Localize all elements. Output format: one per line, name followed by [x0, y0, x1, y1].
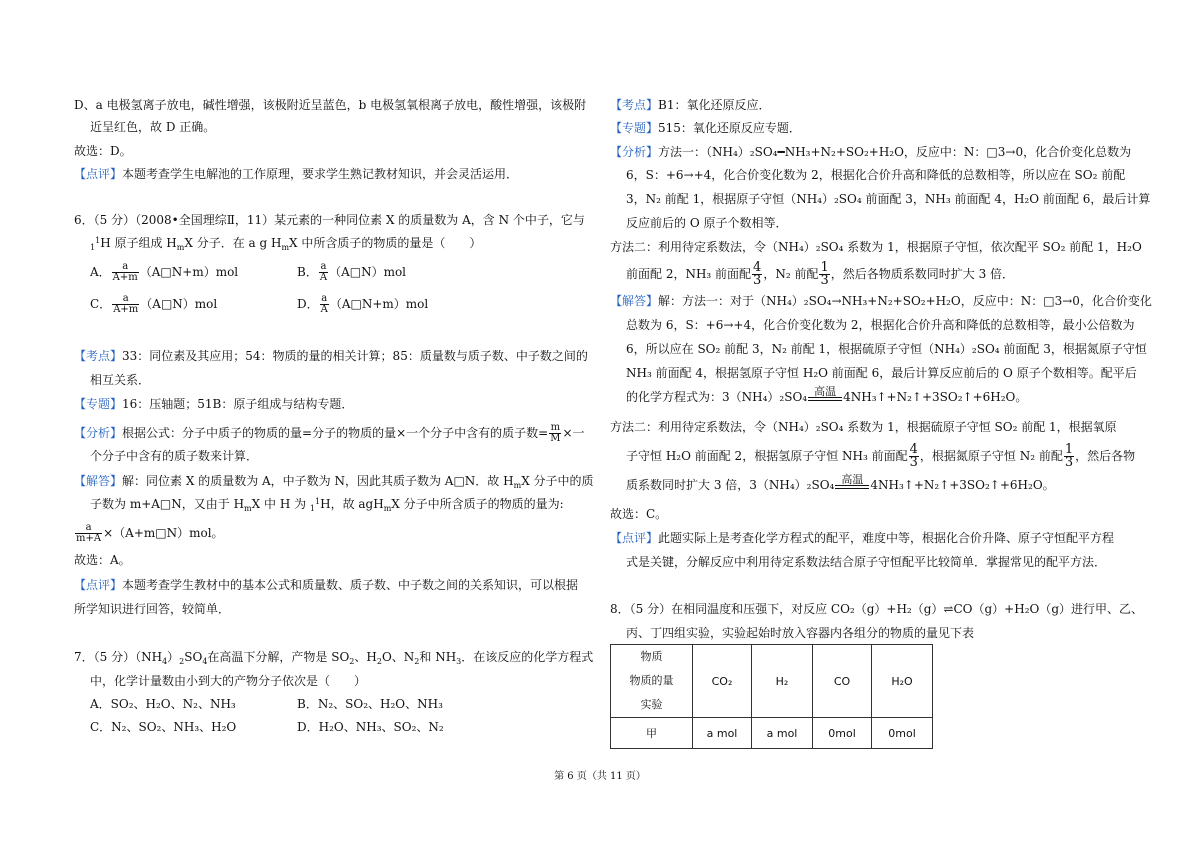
text: 前面配 2，NH₃ 前面配	[626, 267, 752, 281]
text: ，然后各物	[1075, 449, 1136, 463]
q5-option-d-line2: 近呈红色，故 D 正确。	[90, 120, 216, 134]
text: X 分子．在 a g H	[184, 236, 282, 250]
denominator: A+m	[113, 304, 139, 315]
q7-review-line1	[610, 531, 1114, 545]
text: 、H	[354, 650, 377, 664]
condition-text: 高温	[841, 472, 864, 486]
q6-option-c[interactable]	[90, 294, 217, 315]
q7-method2b-line1: 方法二：利用待定系数法，令（NH₄）₂SO₄ 系数为 1，根据硫原子守恒 SO₂ 前配 1，根据氧原	[610, 420, 1117, 434]
denominator: 3	[909, 455, 918, 470]
q7-method2-line2	[626, 262, 1014, 287]
fraction	[319, 262, 328, 283]
denominator: A	[320, 304, 328, 315]
text: X 中所含质子的物质的量是（ ）	[289, 236, 482, 250]
option-text: （A□N）mol	[329, 265, 407, 279]
q7-fenxi-line2: 6，S：+6→+4，化合价变化数为 2，根据化合价升高和降低的总数相等，所以应在 SO₂ 前配	[626, 168, 1126, 182]
q6-answer: 故选：A。	[74, 553, 131, 567]
subscript: 1	[309, 504, 316, 513]
superscript: 1	[315, 497, 321, 506]
subscript: m	[244, 504, 252, 513]
jieda-tag: 【解答】	[610, 294, 659, 308]
experiment-table	[610, 644, 933, 749]
subscript: m	[176, 243, 185, 252]
q8-stem-line2: 丙、丁四组实验，实验起始时放入容器内各组分的物质的量见下表	[626, 626, 975, 640]
q7-option-d[interactable]: D．H₂O、NH₃、SO₂、N₂	[297, 720, 444, 734]
q6-option-a[interactable]	[90, 262, 238, 283]
fraction	[112, 262, 139, 283]
text: ，根据氮原子守恒 N₂ 前配	[919, 449, 1063, 463]
q7-jieda-line5	[626, 384, 1028, 405]
header-text: 实验	[640, 698, 663, 711]
q5-answer: 故选：D。	[74, 144, 132, 158]
jieda-tag: 【解答】	[74, 474, 123, 488]
text: 4NH₃↑+N₂↑+3SO₂↑+6H₂O。	[870, 478, 1055, 492]
kaodian-tag: 【考点】	[610, 98, 659, 112]
option-label: D．	[297, 297, 319, 311]
text: 方法一：（NH₄）₂SO₄━NH₃+N₂+SO₂+H₂O，反应中：N：□3→0，化合价变化总数为	[658, 145, 1132, 159]
q7-method2b-line3	[626, 472, 1055, 493]
column-header: H₂O	[872, 645, 933, 718]
text: H，故 agH	[320, 497, 384, 511]
option-label: C．	[90, 297, 112, 311]
text: ）	[167, 650, 180, 664]
option-text: （A□N+m）mol	[139, 265, 239, 279]
table-cell: a mol	[752, 718, 813, 749]
q7-option-b[interactable]: B．N₂、SO₂、H₂O、NH₃	[297, 697, 443, 711]
q5-review	[74, 167, 518, 181]
q6-jieda-line1	[74, 474, 594, 488]
reaction-condition	[808, 384, 842, 401]
fraction	[909, 444, 919, 469]
text: ，N₂ 前配	[763, 267, 819, 281]
review-tag: 【点评】	[74, 167, 123, 181]
denominator: A	[319, 272, 328, 283]
q6-kaodian-line2: 相互关系．	[90, 373, 151, 387]
condition-text: 高温	[814, 384, 837, 398]
q7-jieda-line3: 6，所以应在 SO₂ 前配 3，N₂ 前配 1，根据硫原子守恒（NH₄）₂SO₄ 前面配 3，根据氮原子守恒	[626, 342, 1147, 356]
reaction-condition	[835, 472, 869, 489]
q7-fenxi-line3: 3，N₂ 前配 1，根据原子守恒（NH₄）₂SO₄ 前面配 3，NH₃ 前面配 4，H₂O 前面配 6，最后计算	[626, 192, 1151, 206]
table-header-row	[611, 645, 933, 718]
text: 子数为 m+A□N，又由于 H	[90, 497, 245, 511]
text: X 中 H 为	[251, 497, 310, 511]
denominator: 3	[753, 273, 762, 288]
text: 质系数同时扩大 3 倍，3（NH₄）₂SO₄	[626, 478, 835, 492]
review-tag: 【点评】	[610, 531, 659, 545]
q6-option-d[interactable]	[297, 294, 428, 315]
q7-jieda-line1	[610, 294, 1152, 308]
table-row	[611, 718, 933, 749]
text: ，然后各物质系数同时扩大 3 倍．	[830, 267, 1015, 281]
subscript: 1	[90, 243, 96, 252]
text: H 原子组成 H	[100, 236, 177, 250]
denominator: A+m	[112, 272, 138, 283]
text: 本题考查学生教材中的基本公式和质量数、质子数、中子数之间的关系知识，可以根据	[122, 578, 579, 592]
q7-stem-line2: 中，化学计量数由小到大的产物分子依次是（ ）	[90, 674, 367, 688]
q6-fenxi-line1	[74, 423, 585, 444]
q6-stem-line1: 6．（5 分）（2008•全国理综Ⅱ，11）某元素的一种同位素 X 的质量数为 A，含 N 个中子，它与	[74, 213, 585, 227]
option-text: （A□N+m）mol	[329, 297, 429, 311]
zhuanti-tag: 【专题】	[610, 121, 659, 135]
denominator: 3	[820, 273, 829, 288]
q7-jieda-line4: NH₃ 前面配 4，根据氢原子守恒 H₂O 前面配 6，最后计算反应前后的 O 原子个数相等。配平后	[626, 366, 1137, 380]
column-header: CO₂	[693, 645, 752, 718]
review-text: 本题考查学生电解池的工作原理，要求学生熟记教材知识，并会灵活运用．	[122, 167, 519, 181]
denominator: M	[550, 433, 561, 444]
q7-kaodian	[610, 98, 770, 112]
table-cell: 0mol	[813, 718, 872, 749]
text: 根据公式：分子中质子的物质的量=分子的物质的量×一个分子中含有的质子数=	[122, 426, 549, 440]
q6-kaodian-line1	[74, 349, 588, 363]
numerator: a	[85, 522, 92, 533]
q6-option-b[interactable]	[297, 262, 406, 283]
text: 7．（5 分）（NH	[74, 650, 163, 664]
q7-stem-line1: 7．（5 分）$(NH_4)_2SO_4$在高温下分解，产物是 $SO_2$、$H_2O$、$N_2$和 $NH_3$．在该反应的化学方程式	[74, 650, 594, 666]
numerator: 4	[909, 442, 918, 457]
table-cell: a mol	[693, 718, 752, 749]
page-footer: 第 6 页（共 11 页）	[554, 771, 646, 782]
fenxi-tag: 【分析】	[74, 426, 123, 440]
option-label: B．	[297, 265, 318, 279]
q7-fenxi-line1	[610, 145, 1131, 159]
text: X 分子中所含质子的物质的量为:	[391, 497, 564, 511]
fraction	[549, 423, 561, 444]
option-text: （A□N）mol	[140, 297, 218, 311]
q7-zhuanti	[610, 121, 801, 135]
text: 33：同位素及其应用；54：物质的量的相关计算；85：质量数与质子数、中子数之间的	[122, 349, 588, 363]
text: 解：同位素 X 的质量数为 A，中子数为 N，因此其质子数为 A□N．故 H	[122, 474, 514, 488]
q7-answer: 故选：C。	[610, 507, 668, 521]
fraction	[112, 294, 139, 315]
header-text: 物质的量	[629, 674, 674, 687]
subscript: m	[513, 481, 522, 490]
text: 子守恒 H₂O 前面配 2，根据氢原子守恒 NH₃ 前面配	[626, 449, 908, 463]
q8-stem-line1: 8．（5 分）在相同温度和压强下，对反应 CO₂（g）+H₂（g）⇌CO（g）+H₂O（g）进行甲、乙、	[610, 602, 1144, 616]
q6-stem-line2	[90, 236, 481, 250]
fraction	[1064, 444, 1074, 469]
fraction	[819, 262, 829, 287]
text: ×（A+m□N）mol。	[103, 526, 224, 540]
text: O、N	[381, 650, 415, 664]
fenxi-tag: 【分析】	[610, 145, 659, 159]
text: B1：氧化还原反应．	[658, 98, 771, 112]
text: 在高温下分解，产物是 SO	[207, 650, 350, 664]
q7-review-line2: 式是关键，分解反应中利用待定系数法结合原子守恒配平比较简单．掌握常见的配平方法．	[626, 555, 1107, 569]
numerator: 4	[753, 260, 762, 275]
kaodian-tag: 【考点】	[74, 349, 123, 363]
q7-option-c[interactable]: C．N₂、SO₂、NH₃、H₂O	[90, 720, 237, 734]
q7-jieda-line2: 总数为 6，S：+6→+4，化合价变化数为 2，根据化合价升高和降低的总数相等，最小公倍数为	[626, 318, 1135, 332]
text: 此题实际上是考查化学方程式的配平，难度中等，根据化合价升降、原子守恒配平方程	[658, 531, 1115, 545]
zhuanti-tag: 【专题】	[74, 397, 123, 411]
table-corner-cell	[611, 645, 693, 718]
subscript: m	[383, 504, 392, 513]
denominator: 3	[1064, 455, 1074, 470]
text: X 分子中的质	[521, 474, 594, 488]
superscript: 1	[95, 236, 101, 245]
numerator: 1	[820, 260, 829, 275]
header-text: 物质	[640, 650, 663, 663]
numerator: a	[320, 261, 327, 272]
numerator: m	[550, 422, 561, 433]
q6-review-line2: 所学知识进行回答，较简单．	[74, 602, 231, 616]
fraction	[752, 262, 762, 287]
q5-option-d-line1: D、a 电极氢离子放电，碱性增强，该极附近呈蓝色，b 电极氢氧根离子放电，酸性增强，该极附	[74, 98, 587, 112]
q7-option-a[interactable]: A．SO₂、H₂O、N₂、NH₃	[90, 697, 236, 711]
text: ×一	[562, 426, 585, 440]
q7-fenxi-line4: 反应前后的 O 原子个数相等．	[626, 216, 788, 230]
q7-method2-line1: 方法二：利用待定系数法，令（NH₄）₂SO₄ 系数为 1，根据原子守恒，依次配平 SO₂ 前配 1，H₂O	[610, 240, 1142, 254]
column-header: CO	[813, 645, 872, 718]
q6-fenxi-line2: 个分子中含有的质子数来计算．	[90, 449, 259, 463]
numerator: 1	[1064, 442, 1074, 457]
numerator: a	[321, 293, 328, 304]
text: 的化学方程式为：3（NH₄）₂SO₄	[626, 390, 808, 404]
q6-review-line1	[74, 578, 578, 592]
fraction	[320, 294, 329, 315]
table-cell: 0mol	[872, 718, 933, 749]
text: 解：方法一：对于（NH₄）₂SO₄→NH₃+N₂+SO₂+H₂O，反应中：N：□3→0，化合价变化	[658, 294, 1152, 308]
column-header: H₂	[752, 645, 813, 718]
subscript: m	[281, 243, 290, 252]
numerator: a	[122, 293, 129, 304]
fraction	[75, 523, 102, 544]
numerator: a	[122, 261, 129, 272]
text: 和 NH	[419, 650, 457, 664]
q6-zhuanti	[74, 397, 353, 411]
text: 16：压轴题；51B：原子组成与结构专题．	[122, 397, 354, 411]
q7-method2b-line2	[626, 444, 1135, 469]
text: ．在该反应的化学方程式	[461, 650, 594, 664]
text: 515：氧化还原反应专题．	[658, 121, 801, 135]
q6-jieda-line2	[90, 497, 564, 511]
option-label: A．	[90, 265, 111, 279]
review-tag: 【点评】	[74, 578, 123, 592]
denominator: m+A	[76, 533, 102, 544]
q6-jieda-line3	[74, 523, 224, 544]
text: SO	[184, 650, 203, 664]
text: 4NH₃↑+N₂↑+3SO₂↑+6H₂O。	[843, 390, 1028, 404]
row-label: 甲	[611, 718, 693, 749]
